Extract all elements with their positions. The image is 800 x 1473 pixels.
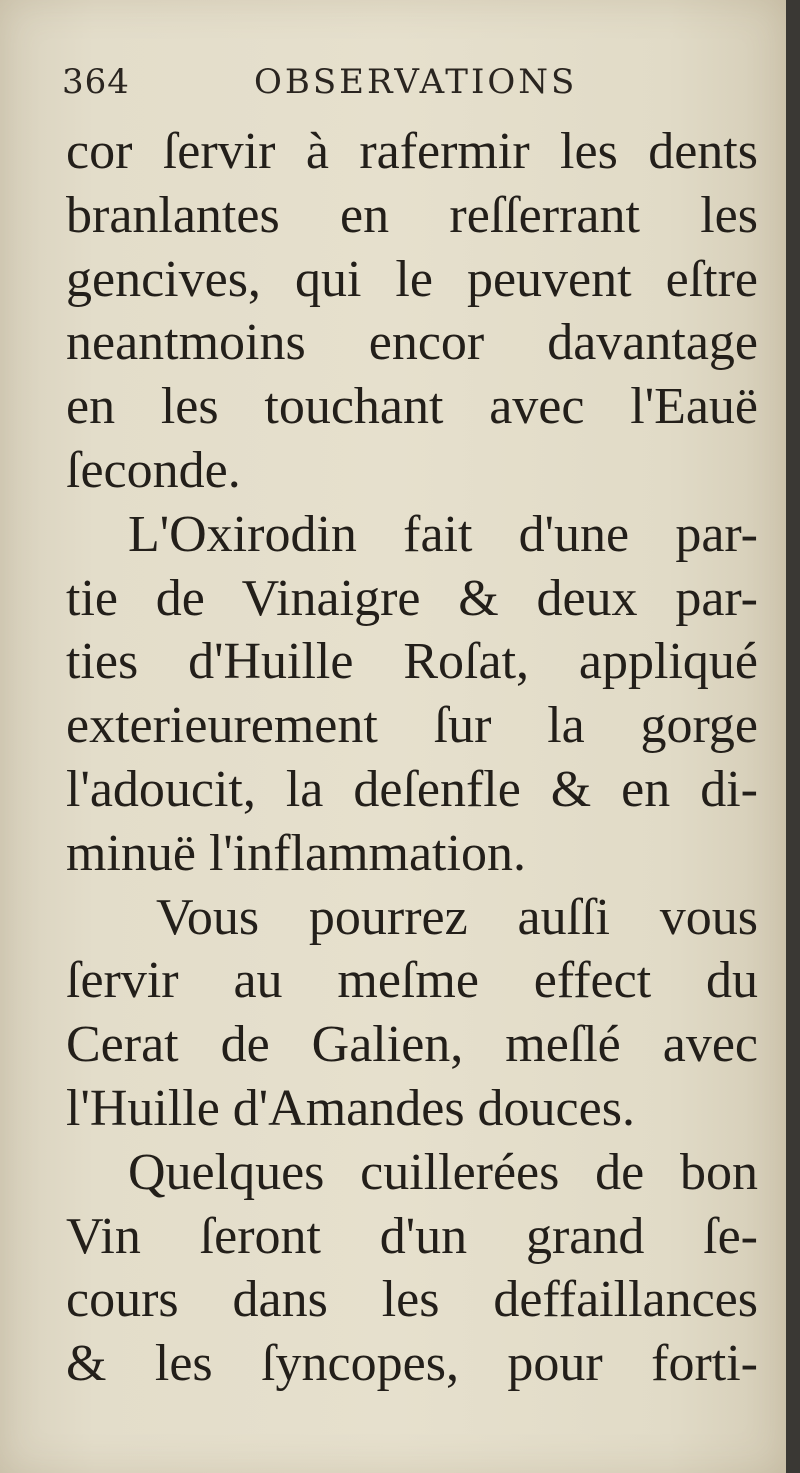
text-line: & les ſyncopes, pour forti- xyxy=(66,1335,758,1393)
paragraph-start-line: Vous pourrez auſſi vous xyxy=(156,888,758,946)
text-line: cor ſervir à rafermir les dents xyxy=(66,123,758,180)
text-line: ties d'Huille Roſat, appliqué xyxy=(66,633,758,691)
running-head: OBSERVATIONS xyxy=(254,62,578,102)
text-line: l'adoucit, la deſenfle & en di- xyxy=(66,760,758,818)
text-line: ſervir au meſme effect du xyxy=(66,952,758,1010)
text-line: exterieurement ſur la gorge xyxy=(66,697,758,755)
paragraph-start-line: Quelques cuillerées de bon xyxy=(128,1143,758,1201)
text-line: Cerat de Galien, meſlé avec xyxy=(66,1016,758,1074)
body-text xyxy=(66,120,758,1396)
paragraph-start-line: L'Oxirodin fait d'une par- xyxy=(128,505,758,563)
text-line: branlantes en reſſerrant les xyxy=(66,186,758,244)
text-line: ſeconde. xyxy=(66,441,241,499)
page-header xyxy=(62,62,762,110)
text-line: minuë l'inflammation. xyxy=(66,824,526,882)
page-number: 364 xyxy=(62,62,130,102)
text-line: en les touchant avec l'Eauë xyxy=(66,378,758,436)
text-line: l'Huille d'Amandes douces. xyxy=(66,1079,635,1137)
text-line: tie de Vinaigre & deux par- xyxy=(66,569,758,627)
page-edge-strip xyxy=(786,0,800,1473)
text-line: gencives, qui le peuvent eſtre xyxy=(66,250,758,308)
text-line: neantmoins encor davantage xyxy=(66,314,758,372)
text-line: Vin ſeront d'un grand ſe- xyxy=(66,1207,758,1265)
text-line: cours dans les deffaillances xyxy=(66,1271,758,1329)
